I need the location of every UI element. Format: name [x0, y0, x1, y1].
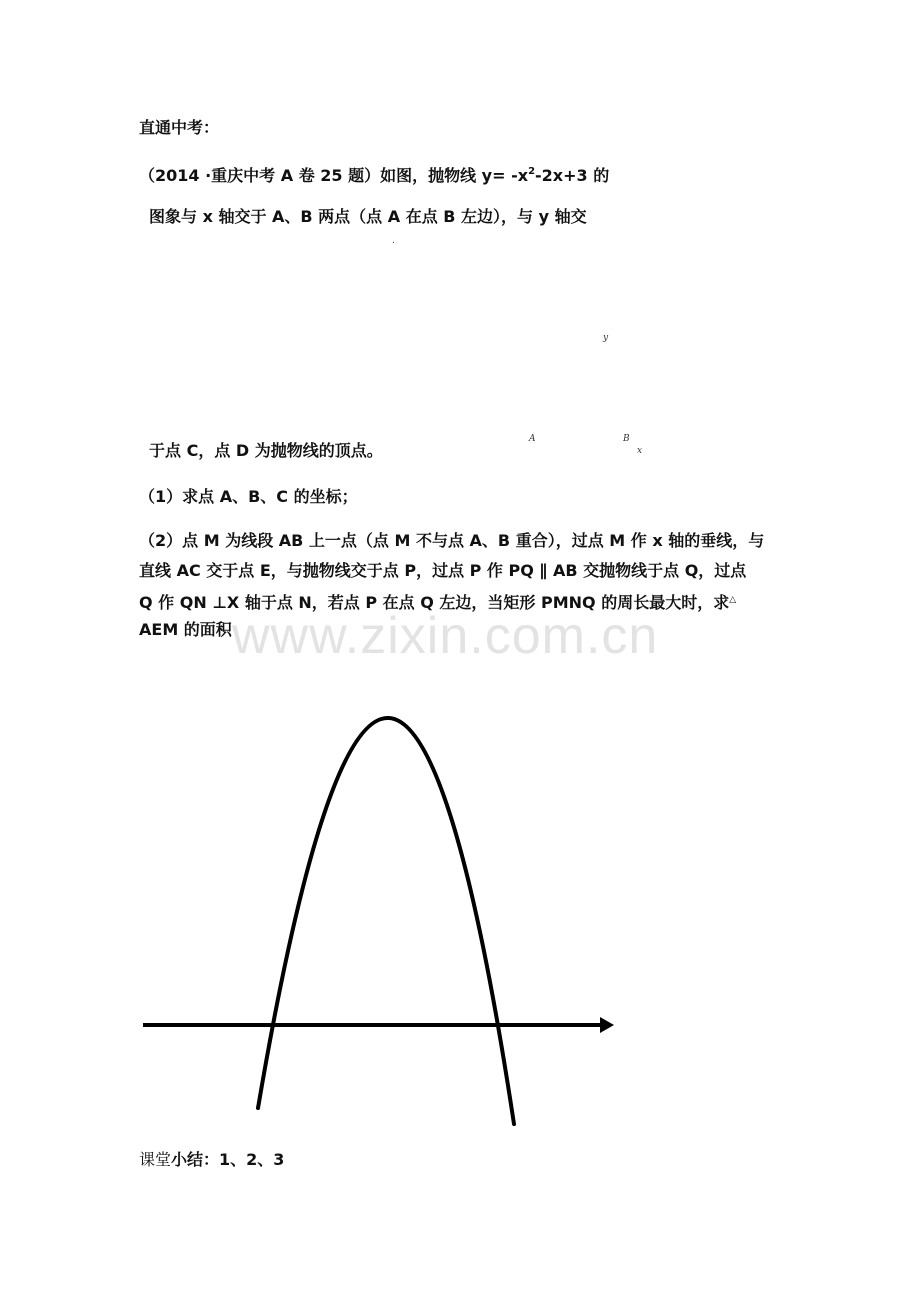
section-heading: 直通中考：	[139, 118, 220, 137]
parabola-curve	[258, 718, 514, 1124]
question-2-line-2: 直线 AC 交于点 E，与抛物线交于点 P，过点 P 作 PQ ∥ AB 交抛物线于点 Q，过点	[139, 561, 747, 580]
summary-bold: 小结：1、2、3	[171, 1150, 285, 1169]
problem-line-2: 图象与 x 轴交于 A、B 两点（点 A 在点 B 左边），与 y 轴交	[149, 207, 587, 226]
small-figure-label-y: y	[603, 333, 609, 343]
problem-line-1-pre: （2014 ·重庆中考 A 卷 25 题）如图，抛物线 y= -x	[139, 166, 529, 185]
problem-line-1-post: -2x+3 的	[535, 166, 610, 185]
question-2-line-3-text: Q 作 QN ⊥X 轴于点 N，若点 P 在点 Q 左边，当矩形 PMNQ 的周长最大时，求	[139, 593, 730, 612]
small-figure-label-x: x	[637, 446, 643, 456]
x-axis-arrowhead	[600, 1017, 614, 1033]
stray-dot: .	[392, 236, 395, 246]
small-figure-label-a: A	[529, 434, 536, 444]
watermark: www.zixin.com.cn	[232, 607, 659, 665]
problem-line-3: 于点 C，点 D 为抛物线的顶点。	[149, 441, 383, 460]
small-figure-label-b: B	[623, 434, 630, 444]
question-2-line-1: （2）点 M 为线段 AB 上一点（点 M 不与点 A、B 重合），过点 M 作 x 轴的垂线，与	[139, 531, 765, 550]
question-1: （1）求点 A、B、C 的坐标；	[139, 487, 358, 506]
summary-prefix: 课堂	[139, 1150, 172, 1169]
superscript-2: 2	[528, 166, 536, 177]
question-2-line-4: AEM 的面积	[139, 620, 232, 639]
summary-line	[139, 1150, 284, 1170]
triangle-symbol: △	[729, 595, 737, 605]
